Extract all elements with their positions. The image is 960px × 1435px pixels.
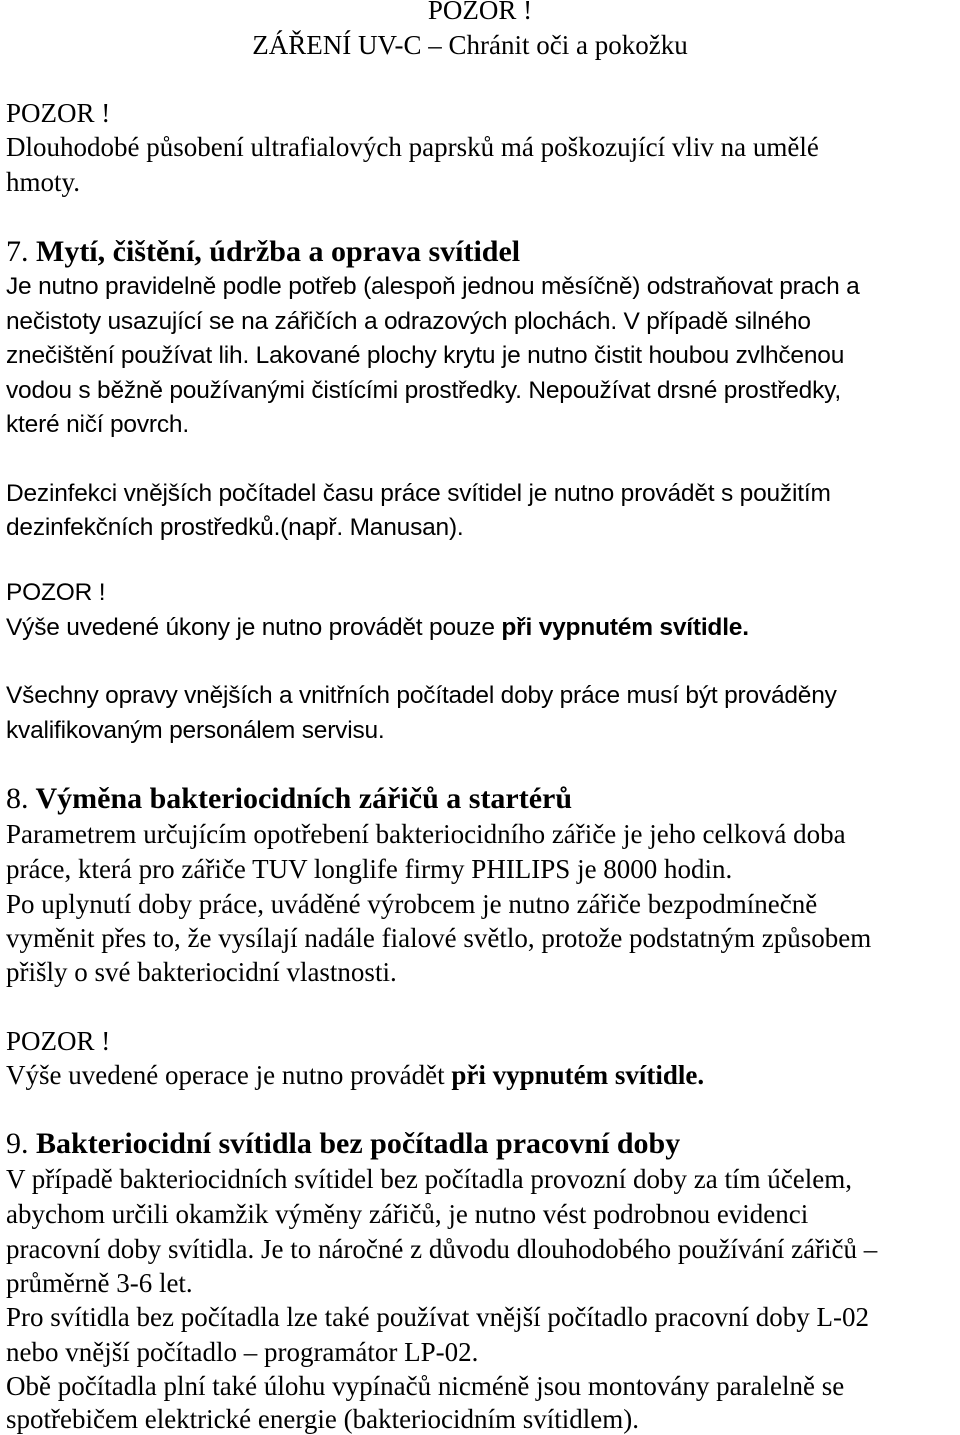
section-9-line: pracovní doby svítidla. Je to náročné z důvodu dlouhodobého používání zářičů –: [6, 1234, 878, 1264]
section-8-warning-text: Výše uvedené operace je nutno provádět: [6, 1060, 452, 1090]
section-8-heading: [6, 783, 572, 815]
section-7-title: Mytí, čištění, údržba a oprava svítidel: [36, 235, 521, 268]
section-8-line: Parametrem určujícím opotřebení bakteriocidního zářiče je jeho celková doba: [6, 819, 846, 849]
section-8-warning: POZOR !: [6, 1026, 111, 1056]
section-8-warning-line: [6, 1059, 704, 1091]
section-9-title: Bakteriocidní svítidla bez počítadla pracovní doby: [36, 1127, 681, 1160]
section-7-paragraph-1-line: které ničí povrch.: [6, 411, 189, 438]
section-7-paragraph-2-line: dezinfekčních prostředků.(např. Manusan).: [6, 514, 464, 541]
section-8-line: vyměnit přes to, že vysílají nadále fialové světlo, protože podstatným způsobem: [6, 923, 872, 953]
section-8-line: Po uplynutí doby práce, uváděné výrobcem je nutno zářiče bezpodmínečně: [6, 889, 818, 919]
section-9-line: Obě počítadla plní také úlohu vypínačů nicméně jsou montovány paralelně se: [6, 1371, 845, 1401]
section-7-paragraph-1-line: Je nutno pravidelně podle potřeb (alespoň jednou měsíčně) odstraňovat prach a: [6, 273, 860, 300]
section-7-heading: [6, 236, 520, 268]
section-8-warning-bold: při vypnutém svítidle.: [451, 1060, 705, 1090]
section-7-paragraph-3-line: Všechny opravy vnějších a vnitřních počítadel doby práce musí být prováděny: [6, 682, 837, 709]
section-9-line: průměrně 3-6 let.: [6, 1268, 193, 1298]
section-7-paragraph-1-line: vodou s běžně používanými čistícími prostředky. Nepoužívat drsné prostředky,: [6, 377, 841, 404]
section-8-title: Výměna bakteriocidních zářičů a startérů: [35, 782, 573, 815]
section-7-paragraph-1-line: znečištění používat lih. Lakované plochy krytu je nutno čistit houbou zvlhčenou: [6, 342, 845, 369]
section-9-heading: [6, 1128, 680, 1160]
uv-note-line-2: hmoty.: [6, 167, 80, 197]
section-9-line: Pro svítidla bez počítadla lze také používat vnější počítadlo pracovní doby L-02: [6, 1302, 869, 1332]
section-7-paragraph-1-line: nečistoty usazující se na zářičích a odrazových plochách. V případě silného: [6, 308, 811, 335]
section-9-line: abychom určili okamžik výměny zářičů, je nutno vést podrobnou evidenci: [6, 1199, 809, 1229]
section-7-number: 7.: [6, 235, 29, 268]
uv-note-line-1: Dlouhodobé působení ultrafialových paprsků má poškozující vliv na umělé: [6, 132, 819, 162]
section-7-warning-bold: při vypnutém svítidle.: [501, 614, 749, 641]
section-8-number: 8.: [6, 782, 29, 815]
warning-top: POZOR !: [427, 0, 533, 25]
uv-note-warning: POZOR !: [6, 98, 111, 128]
section-9-line: spotřebičem elektrické energie (bakteriocidním svítidlem).: [6, 1404, 640, 1434]
section-7-warning: POZOR !: [6, 579, 106, 606]
section-7-paragraph-3-line: kvalifikovaným personálem servisu.: [6, 717, 385, 744]
section-9-number: 9.: [6, 1127, 29, 1160]
section-7-warning-line: [6, 612, 749, 644]
section-7-warning-text: Výše uvedené úkony je nutno provádět pouze: [6, 614, 502, 641]
section-8-line: práce, která pro zářiče TUV longlife firmy PHILIPS je 8000 hodin.: [6, 854, 733, 884]
section-9-line: nebo vnější počítadlo – programátor LP-02.: [6, 1337, 479, 1367]
section-7-paragraph-2-line: Dezinfekci vnějších počítadel času práce svítidel je nutno provádět s použitím: [6, 480, 831, 507]
uv-warning-title: ZÁŘENÍ UV-C – Chránit oči a pokožku: [252, 30, 688, 60]
section-9-line: V případě bakteriocidních svítidel bez počítadla provozní doby za tím účelem,: [6, 1164, 852, 1194]
section-8-line: přišly o své bakteriocidní vlastnosti.: [6, 957, 397, 987]
